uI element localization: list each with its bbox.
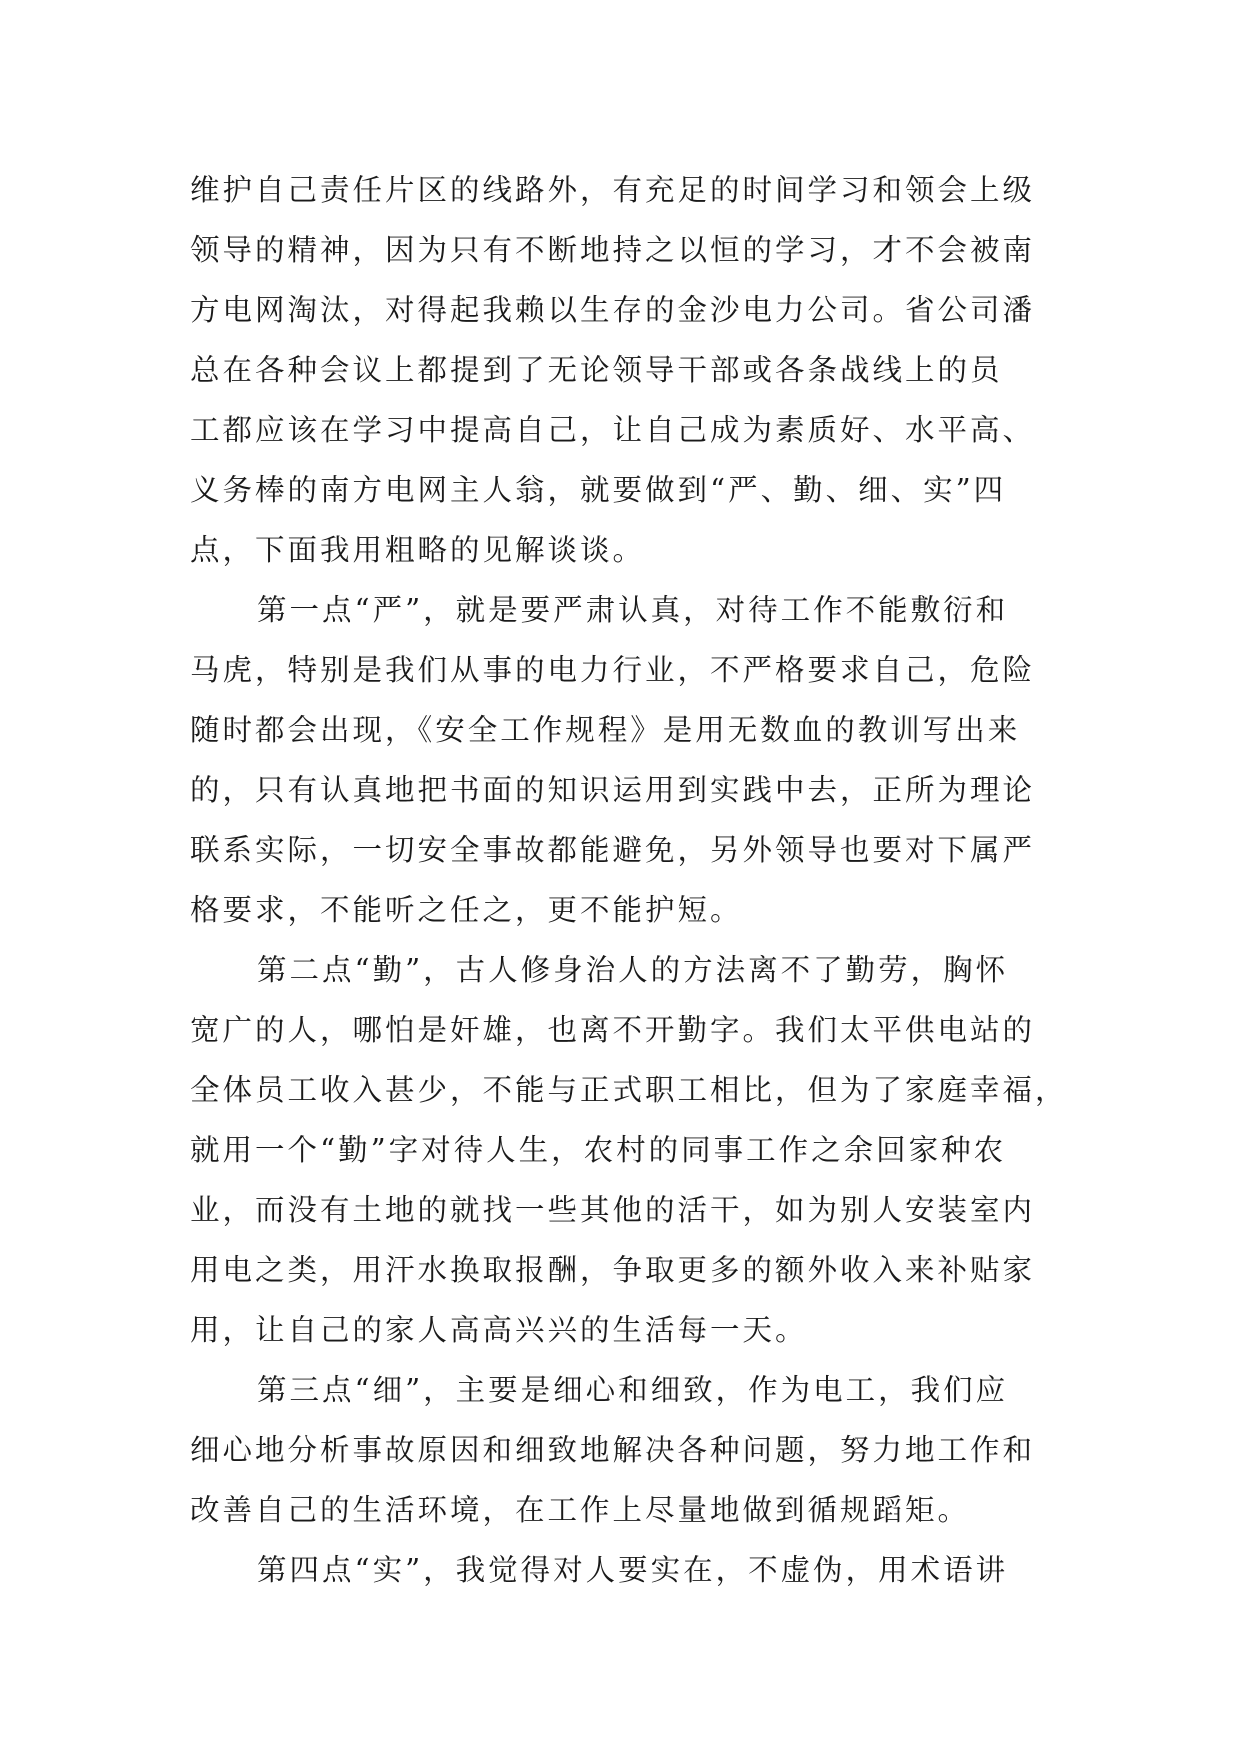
text-line: 随时都会出现，《安全工作规程》是用无数血的教训写出来	[190, 713, 1021, 747]
text-line: 用，让自己的家人高高兴兴的生活每一天。	[190, 1313, 808, 1347]
text-line: 马虎，特别是我们从事的电力行业，不严格要求自己，危险	[190, 653, 1036, 687]
text-line: 就用一个“勤”字对待人生，农村的同事工作之余回家种农	[190, 1133, 1007, 1167]
text-line: 第三点“细”，主要是细心和细致，作为电工，我们应	[257, 1373, 1009, 1407]
document-body	[190, 160, 1068, 1600]
text-line: 点，下面我用粗略的见解谈谈。	[190, 533, 646, 567]
text-line: 第一点“严”，就是要严肃认真，对待工作不能敷衍和	[257, 593, 1009, 627]
text-line: 用电之类，用汗水换取报酬，争取更多的额外收入来补贴家	[190, 1253, 1036, 1287]
text-line: 义务棒的南方电网主人翁，就要做到“严、勤、细、实”四	[190, 473, 1007, 507]
text-line: 细心地分析事故原因和细致地解决各种问题，努力地工作和	[190, 1433, 1036, 1467]
text-line: 业，而没有土地的就找一些其他的活干，如为别人安装室内	[190, 1193, 1036, 1227]
text-line: 总在各种会议上都提到了无论领导干部或各条战线上的员	[190, 353, 1003, 387]
text-line: 全体员工收入甚少，不能与正式职工相比，但为了家庭幸福，	[190, 1073, 1068, 1107]
text-line: 的，只有认真地把书面的知识运用到实践中去，正所为理论	[190, 773, 1036, 807]
text-line: 工都应该在学习中提高自己，让自己成为素质好、水平高、	[190, 413, 1036, 447]
text-line: 维护自己责任片区的线路外，有充足的时间学习和领会上级	[190, 173, 1036, 207]
text-line: 联系实际，一切安全事故都能避免，另外领导也要对下属严	[190, 833, 1036, 867]
text-line: 第二点“勤”，古人修身治人的方法离不了勤劳，胸怀	[257, 953, 1009, 987]
text-line: 方电网淘汰，对得起我赖以生存的金沙电力公司。省公司潘	[190, 293, 1036, 327]
text-line: 领导的精神，因为只有不断地持之以恒的学习，才不会被南	[190, 233, 1036, 267]
text-line: 改善自己的生活环境，在工作上尽量地做到循规蹈矩。	[190, 1493, 971, 1527]
text-line: 宽广的人，哪怕是奸雄，也离不开勤字。我们太平供电站的	[190, 1013, 1036, 1047]
text-line: 格要求，不能听之任之，更不能护短。	[190, 893, 743, 927]
text-line: 第四点“实”，我觉得对人要实在，不虚伪，用术语讲	[257, 1553, 1009, 1587]
